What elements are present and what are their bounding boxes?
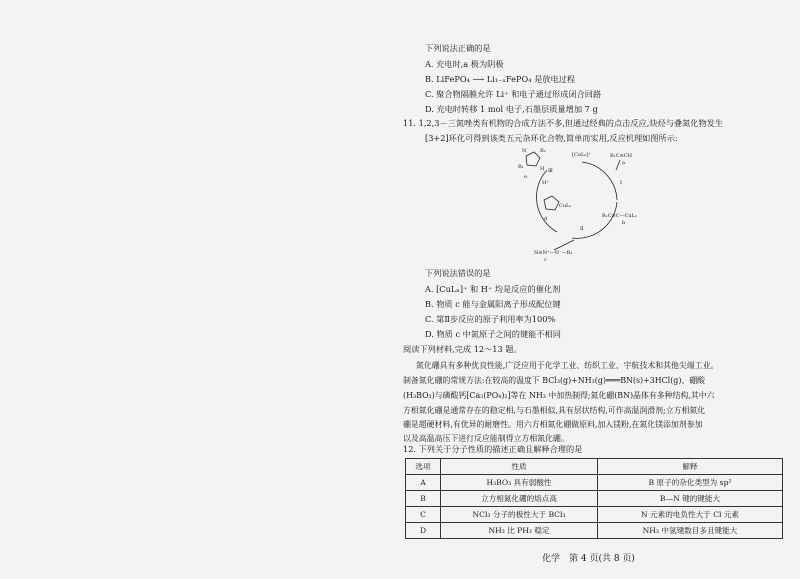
atom-r2-label: R₂: [540, 148, 546, 154]
table-row: [406, 523, 783, 539]
azide-tag: c: [544, 257, 547, 263]
table-header-row: [406, 459, 783, 475]
table-header-property: 性质: [441, 459, 598, 475]
table-row: [406, 507, 783, 523]
reaction-mechanism-diagram: [512, 140, 662, 265]
q11-stem2: 下列说法错误的是: [425, 268, 491, 278]
atom-r1-label: R₁: [518, 164, 524, 170]
reading-intro: 阅读下列材料,完成 12～13 题。: [403, 344, 522, 354]
table-row: [406, 475, 783, 491]
table-cell-explanation: B 原子的杂化类型为 sp²: [598, 475, 783, 491]
q12-stem: 12. 下列关于分子性质的描述正确且解释合理的是: [403, 444, 583, 454]
intermediate-ring-d: [544, 196, 559, 210]
page-footer: 化学 第 4 页(共 8 页): [542, 554, 635, 564]
q10-option-a: A. 充电时,a 极为阴极: [425, 59, 504, 69]
product-ring-e: [526, 152, 540, 166]
step-two-label: Ⅱ: [580, 226, 584, 232]
atom-culn-label: CuLₙ: [559, 203, 572, 209]
table-cell-property: 立方相氮化硼的熔点高: [441, 491, 598, 507]
alkyne-tag: a: [622, 160, 625, 166]
azide-label: N≡N⁺—N⁻—R₂: [534, 250, 573, 256]
atom-h-label: H: [540, 166, 545, 172]
intermediate-tag: d: [544, 216, 548, 222]
table-row: [406, 491, 783, 507]
reading-line-5: 硼是超硬材料,有优异的耐磨性。用六方相氮化硼做原料,加入镁粉,在氮化镁添加剂参加: [403, 420, 703, 429]
table-cell-option: D: [406, 523, 441, 539]
q10-option-d: D. 充电时转移 1 mol 电子,石墨层质量增加 7 g: [425, 104, 598, 114]
reading-line-4: 方相氮化硼是通常存在的稳定相,与石墨相似,具有层状结构,可作高温润滑剂;立方相氮化: [403, 406, 706, 415]
h-plus-label: H⁺: [542, 180, 549, 186]
reading-line-1: 氮化硼具有多种优良性能,广泛应用于化学工业、纺织工业、宇航技术和其他尖端工业。: [416, 361, 719, 370]
q12-table: [405, 458, 783, 539]
q11-option-d: D. 物质 c 中氮原子之间的键能不相同: [425, 329, 561, 339]
q11-option-b: B. 物质 c 能与金属阳离子形成配位键: [425, 299, 561, 309]
table-cell-option: A: [406, 475, 441, 491]
q10-option-c: C. 聚合物隔膜允许 Li⁺ 和电子通过形成闭合回路: [425, 89, 602, 99]
q11-stem-line1: 11. 1,2,3－三氮唑类有机物的合成方法不多,但通过经典的点击反应,炔烃与叠氮化物发生: [403, 118, 724, 128]
table-cell-property: H₃BO₃ 具有弱酸性: [441, 475, 598, 491]
cu-acetylide-label: R₁C≡C—CuLₙ: [602, 213, 638, 219]
q10-stem: 下列说法正确的是: [425, 43, 491, 53]
q11-stem-line2: [3+2]环化可得到该类五元杂环化合物,简单而实用,反应机理如图所示:: [425, 133, 678, 143]
q11-option-c: C. 第Ⅱ步反应的原子利用率为100%: [425, 314, 556, 324]
q11-option-a: A. [CuLₙ]⁺ 和 H⁺ 均是反应的催化剂: [425, 284, 561, 294]
reading-line-3: (H₃BO₃)与磷酸钙[Ca₃(PO₄)₂]等在 NH₃ 中加热制得;氮化硼(BN)晶体有多种结构,其中六: [403, 391, 715, 400]
table-header-option: 选项: [406, 459, 441, 475]
step-three-label: Ⅲ: [548, 168, 553, 174]
table-cell-explanation: N 元素的电负性大于 Cl 元素: [598, 507, 783, 523]
cu-acetylide-tag: b: [622, 220, 626, 226]
cycle-arc-step1: [582, 162, 617, 200]
atom-n-label: N: [522, 148, 527, 154]
table-cell-explanation: NH₃ 中氢键数目多且键能大: [598, 523, 783, 539]
table-cell-option: B: [406, 491, 441, 507]
step-one-label: Ⅰ: [620, 180, 622, 186]
cycle-arc-step2: [572, 202, 617, 238]
product-tag: e: [524, 174, 527, 180]
catalyst-label: [CuLₙ]⁺: [572, 152, 592, 158]
table-cell-option: C: [406, 507, 441, 523]
table-cell-property: NH₃ 比 PH₃ 稳定: [441, 523, 598, 539]
alkyne-label: R₁C≡CH: [610, 153, 632, 159]
table-cell-explanation: B—N 键的键能大: [598, 491, 783, 507]
reading-line-2: 制备氮化硼的常规方法:在较高的温度下 BCl₃(g)+NH₃(g)═══BN(s)+3HCl(g)、硼酸: [403, 376, 706, 385]
reading-line-6: 以及高温高压下进行反应能制得立方相氮化硼。: [403, 434, 569, 443]
table-cell-property: NCl₃ 分子的极性大于 BCl₃: [441, 507, 598, 523]
q10-option-b: B. LiFePO₄ ⟶ Li₁₋ₓFePO₄ 是放电过程: [425, 74, 576, 84]
table-header-explanation: 解释: [598, 459, 783, 475]
